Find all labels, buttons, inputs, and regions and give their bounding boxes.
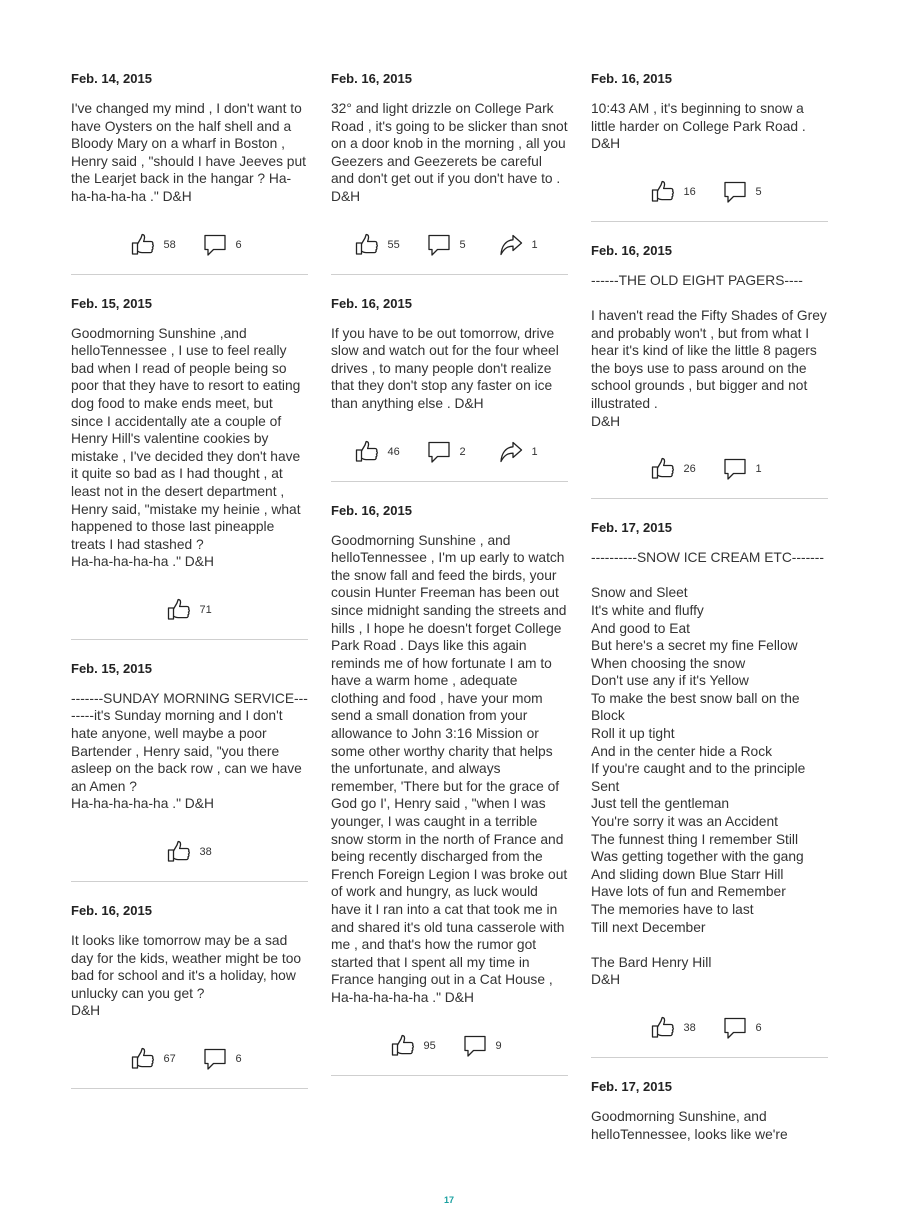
like-icon[interactable] xyxy=(166,597,192,623)
comment-icon[interactable] xyxy=(722,179,748,205)
column-2 xyxy=(331,70,568,1096)
like-icon[interactable] xyxy=(650,179,676,205)
page-number: 17 xyxy=(443,1195,454,1205)
like-icon[interactable] xyxy=(354,439,380,465)
post-stats xyxy=(71,837,308,867)
post xyxy=(591,242,828,499)
post-stats xyxy=(71,230,308,260)
post-text: I've changed my mind , I don't want to have Oysters on the half shell and a Bloody Mary on a wharf in Boston , Henry said , "should I have Jeeves put the Learjet back in the hangar ? Ha-ha-ha-ha-ha ." D&H xyxy=(71,101,306,204)
post-date: Feb. 17, 2015 xyxy=(591,1078,672,1094)
share-count: 1 xyxy=(531,238,538,251)
post-stats xyxy=(591,454,828,484)
post-stats xyxy=(591,177,828,207)
post-date: Feb. 15, 2015 xyxy=(71,295,152,311)
post-text: It looks like tomorrow may be a sad day for the kids, weather might be too bad for school and it's a holiday, how unlucky can you get ? D&H xyxy=(71,933,302,1019)
post-stats xyxy=(331,230,568,260)
like-count: 67 xyxy=(163,1053,176,1065)
comment-count: 6 xyxy=(755,1021,762,1034)
post-text: ------THE OLD EIGHT PAGERS---- I haven't read the Fifty Shades of Grey and probably won't , but from what I hear it's kind of like the little 8 pagers the boys use to pass around on the school grounds , but bigger and not illustrated . D&H xyxy=(591,272,827,429)
post xyxy=(331,502,568,1076)
comment-count: 6 xyxy=(235,238,242,251)
post-stats xyxy=(331,437,568,467)
comment-count: 2 xyxy=(459,445,466,458)
comment-count: 5 xyxy=(755,185,762,198)
comment-count: 5 xyxy=(459,238,466,251)
like-icon[interactable] xyxy=(130,1046,156,1072)
post xyxy=(591,519,828,1058)
comment-count: 6 xyxy=(235,1053,242,1065)
post-date: Feb. 16, 2015 xyxy=(591,242,672,258)
like-count: 55 xyxy=(387,238,400,251)
post xyxy=(591,70,828,222)
like-icon[interactable] xyxy=(166,839,192,865)
post-date: Feb. 16, 2015 xyxy=(591,71,672,86)
share-count: 1 xyxy=(531,445,538,458)
post-date: Feb. 16, 2015 xyxy=(331,71,412,86)
post-stats xyxy=(331,1031,568,1061)
post-stats xyxy=(591,1013,828,1043)
post-text: Goodmorning Sunshine , and helloTennessee , I'm up early to watch the snow fall and feed the birds, your cousin Hunter Freeman has been out since midnight sanding the streets and hills , I hope he doesn't forget College Park Road . Days like this again reminds me of how fortunate I am to have a warm home , adequate clothing and food , have your mom send a small donation from your allowance to John 3:16 Mission or some other worthy charity that helps the unfortunate, and always remember, 'There but for the grace of God go I', Henry said , "when I was younger, I was caught in a terrible snow storm in the north of France and being recently discharged from the French Foreign Legion I was broke out of work and hungry, as luck would have it I ran into a cat that took me in and shared it's old tuna casserole with me , and that's how the rumor got started that I spent all my time in France hanging out in a Cat House , Ha-ha-ha-ha-ha ." D&H xyxy=(331,532,568,1005)
post-text: ----------SNOW ICE CREAM ETC------- Snow and Sleet It's white and fluffy And good to Eat But here's a secret my fine Fellow When choosing the snow Don't use any if it's Yellow To make the best snow ball on the Block Roll it up tight And in the center hide a Rock If you're caught and to the principle Sent Just tell the gentleman You're sorry it was an Accident The funnest thing I remember Still Was getting together with the gang And sliding down Blue Starr Hill Have lots of fun and Remember The memories have to last Till next December The Bard Henry Hill D&H xyxy=(591,550,824,988)
like-icon[interactable] xyxy=(650,456,676,482)
like-icon[interactable] xyxy=(390,1033,416,1059)
post-text: Goodmorning Sunshine ,and helloTennessee , I use to feel really bad when I read of people being so poor that they have to resort to eating dog food to make ends meet, but since I accidentally ate a couple of Henry Hill's valentine cookies by mistake , I've decided they don't have it quite so bad as I had thought , at least not in the desert department , Henry said, "mistake my heinie , what happened to those last pineapple treats I had stashed ? Ha-ha-ha-ha-ha ." D&H xyxy=(71,325,301,570)
comment-icon[interactable] xyxy=(426,232,452,258)
like-count: 95 xyxy=(423,1039,436,1052)
post-text: 32° and light drizzle on College Park Road , it's going to be slicker than snot on a door knob in the morning , all you Geezers and Geezerets be careful and don't get out if you don't have to . D&H xyxy=(331,101,568,204)
like-icon[interactable] xyxy=(650,1015,676,1041)
column-1 xyxy=(71,70,308,1109)
post xyxy=(71,902,308,1089)
like-count: 38 xyxy=(199,846,212,859)
share-icon[interactable] xyxy=(498,232,524,258)
post-text: If you have to be out tomorrow, drive slow and watch out for the four wheel drives , to many people don't realize that they don't stop any faster on ice than anything else . D&H xyxy=(331,325,559,411)
column-3 xyxy=(591,70,828,1143)
post-date: Feb. 15, 2015 xyxy=(71,660,152,676)
comment-count: 9 xyxy=(495,1039,502,1052)
comment-count: 1 xyxy=(755,463,762,476)
like-count: 58 xyxy=(163,238,176,251)
post-text: 10:43 AM , it's beginning to snow a little harder on College Park Road . D&H xyxy=(591,101,806,152)
post-stats xyxy=(71,1044,308,1074)
like-icon[interactable] xyxy=(130,232,156,258)
post-text: Goodmorning Sunshine, and helloTennessee, looks like we're xyxy=(591,1108,788,1142)
like-icon[interactable] xyxy=(354,232,380,258)
post xyxy=(331,70,568,275)
post xyxy=(71,660,308,882)
post xyxy=(71,295,308,640)
post-text: -------SUNDAY MORNING SERVICE--------it's Sunday morning and I don't hate anyone, well maybe a poor Bartender , Henry said, "you there asleep on the back row , can we have an Amen ? Ha-ha-ha-ha-ha ." D&H xyxy=(71,690,308,812)
post-date: Feb. 16, 2015 xyxy=(331,502,412,518)
post xyxy=(591,1078,828,1143)
comment-icon[interactable] xyxy=(722,456,748,482)
like-count: 71 xyxy=(199,603,212,616)
like-count: 38 xyxy=(683,1021,696,1034)
comment-icon[interactable] xyxy=(426,439,452,465)
comment-icon[interactable] xyxy=(722,1015,748,1041)
post-date: Feb. 16, 2015 xyxy=(71,903,152,919)
share-icon[interactable] xyxy=(498,439,524,465)
like-count: 16 xyxy=(683,185,696,198)
post-date: Feb. 16, 2015 xyxy=(331,295,412,311)
post-date: Feb. 17, 2015 xyxy=(591,520,672,536)
post xyxy=(331,295,568,482)
like-count: 26 xyxy=(683,463,696,476)
comment-icon[interactable] xyxy=(202,1046,228,1072)
post-stats xyxy=(71,595,308,625)
like-count: 46 xyxy=(387,445,400,458)
comment-icon[interactable] xyxy=(462,1033,488,1059)
post-date: Feb. 14, 2015 xyxy=(71,71,152,86)
comment-icon[interactable] xyxy=(202,232,228,258)
post xyxy=(71,70,308,275)
